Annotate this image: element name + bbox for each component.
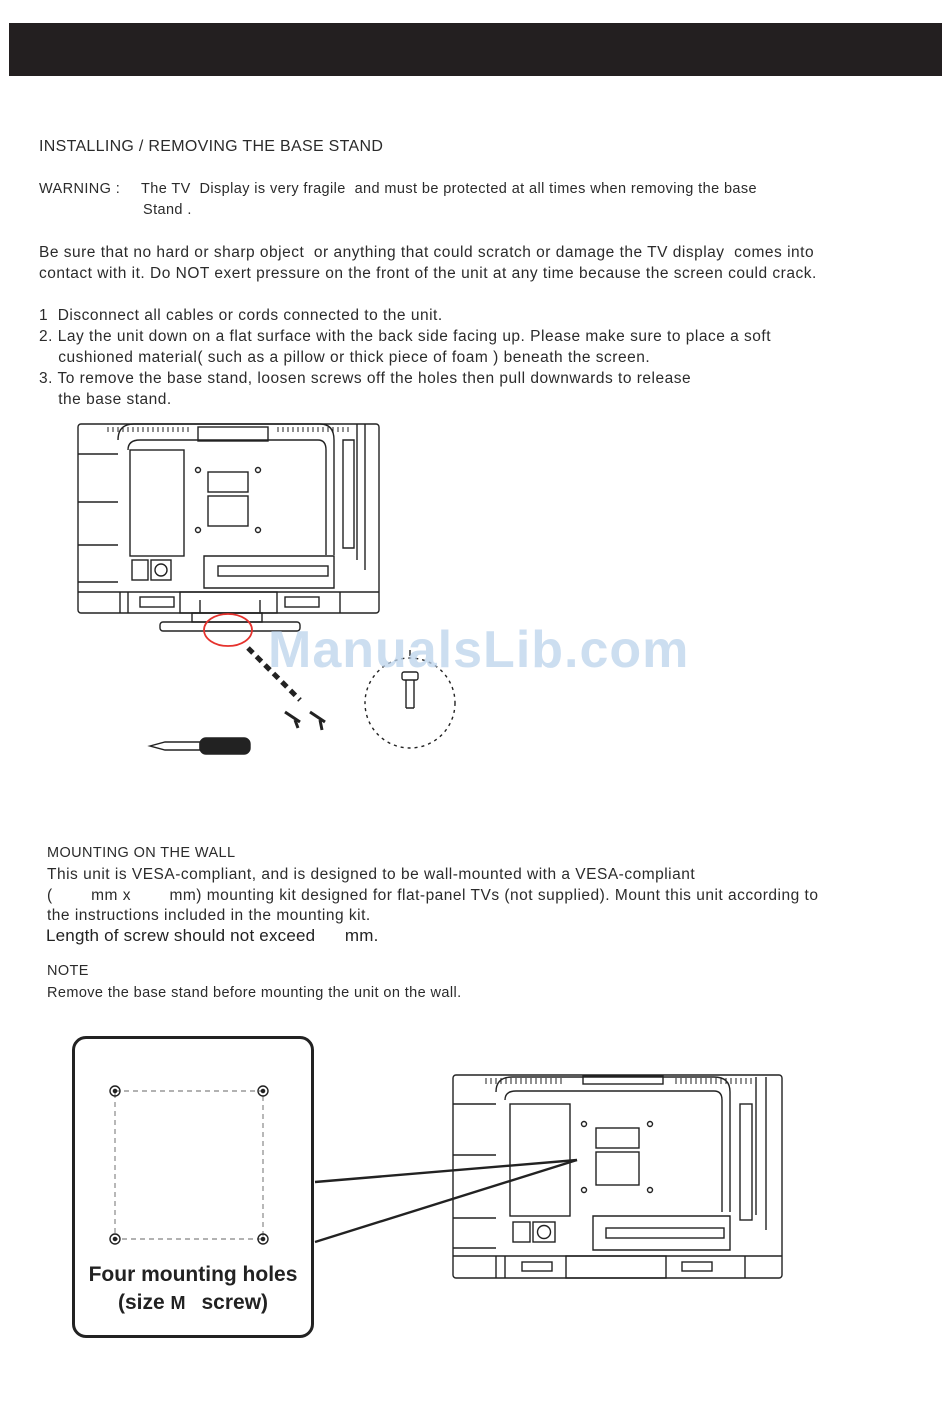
callout-m: M xyxy=(170,1293,186,1313)
callout-line-1: Four mounting holes xyxy=(88,1263,298,1286)
step-2: 2. Lay the unit down on a flat surface with the back side facing up. Please make sure to place a soft xyxy=(39,328,772,345)
caution-line-1: Be sure that no hard or sharp object or anything that could scratch or damage the TV display comes into xyxy=(39,244,815,261)
step-3: 3. To remove the base stand, loosen screws off the holes then pull downwards to release xyxy=(39,370,692,387)
note-text: Remove the base stand before mounting the unit on the wall. xyxy=(47,985,462,1001)
install-heading: INSTALLING / REMOVING THE BASE STAND xyxy=(39,138,384,155)
callout-size-suffix: screw) xyxy=(201,1291,269,1314)
note-heading: NOTE xyxy=(47,963,89,979)
step-2-cont: cushioned material( such as a pillow or thick piece of foam ) beneath the screen. xyxy=(39,349,651,366)
wall-heading: MOUNTING ON THE WALL xyxy=(47,845,236,861)
step-1: 1 Disconnect all cables or cords connected to the unit. xyxy=(39,307,443,324)
wall-line-1: This unit is VESA-compliant, and is designed to be wall-mounted with a VESA-compliant xyxy=(47,866,696,883)
step-3-cont: the base stand. xyxy=(39,391,172,408)
wall-line-2: ( mm x mm) mounting kit designed for flat-panel TVs (not supplied). Mount this unit according to xyxy=(47,887,819,904)
warning-line-2: Stand . xyxy=(143,202,192,218)
watermark: ManualsLib.com xyxy=(268,621,690,679)
screw-length-note: Length of screw should not exceed mm. xyxy=(46,926,379,945)
warning-line-1: The TV Display is very fragile and must be protected at all times when removing the base xyxy=(141,181,758,197)
warning-label: WARNING : xyxy=(39,181,121,197)
callout-size-prefix: (size xyxy=(117,1291,171,1314)
caution-line-2: contact with it. Do NOT exert pressure on the front of the unit at any time because the screen could crack. xyxy=(39,265,817,282)
wall-line-3: the instructions included in the mounting kit. xyxy=(47,907,371,924)
